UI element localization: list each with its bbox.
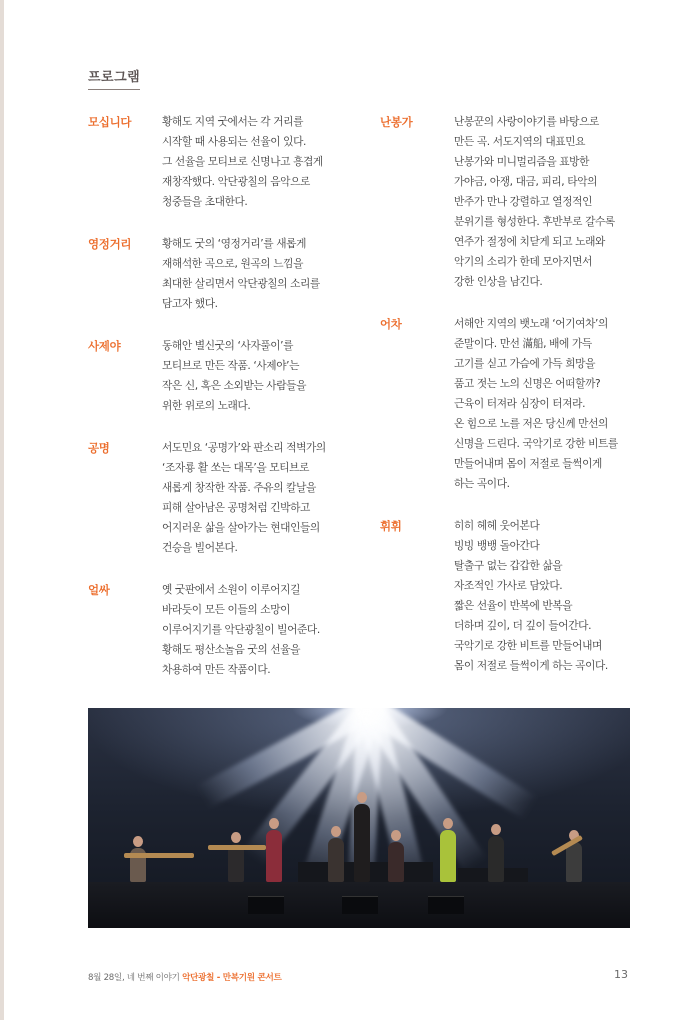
description-line: 자조적인 가사로 담았다.: [454, 579, 563, 592]
program-name: 영정거리: [88, 237, 132, 251]
description-line: 차용하여 만든 작품이다.: [162, 663, 271, 676]
description-line: 강한 인상을 남긴다.: [454, 275, 543, 288]
program-description: [454, 112, 650, 292]
program-item-eolssa: [88, 580, 358, 680]
singer-red: [266, 830, 282, 882]
description-line: 준말이다. 만선 滿船, 배에 가득: [454, 337, 592, 350]
program-description: [454, 516, 650, 676]
description-line: 작은 신, 혹은 소외받는 사람들을: [162, 379, 307, 392]
description-line: 분위기를 형성한다. 후반부로 갈수록: [454, 215, 615, 228]
description-line: 가야금, 아쟁, 대금, 피리, 타악의: [454, 175, 598, 188]
description-line: 새롭게 창작한 작품. 주유의 칼날을: [162, 481, 316, 494]
description-line: 황해도 지역 굿에서는 각 거리를: [162, 115, 304, 128]
program-description: [162, 234, 358, 314]
stage-monitor: [248, 896, 284, 914]
program-item-hwihwi: [380, 516, 650, 676]
program-column-right: [380, 112, 650, 676]
description-line: 건승을 빌어본다.: [162, 541, 238, 554]
description-line: 동해안 별신굿의 ‘사자풀이’를: [162, 339, 294, 352]
program-item-eocha: [380, 314, 650, 494]
program-column-left: [88, 112, 358, 680]
description-line: 국악기로 강한 비트를 만들어내며: [454, 639, 602, 652]
description-line: 온 힘으로 노를 저은 당신께 만선의: [454, 417, 608, 430]
description-line: 품고 젓는 노의 신명은 어떠할까?: [454, 377, 601, 390]
description-line: 탈출구 없는 갑갑한 삶을: [454, 559, 563, 572]
program-item-yeongjeonggeori: [88, 234, 358, 314]
description-line: 만들어내며 몸이 저절로 들썩이게: [454, 457, 602, 470]
description-line: 청중들을 초대한다.: [162, 195, 248, 208]
program-name: 공명: [88, 441, 110, 455]
description-line: 몸이 저절로 들썩이게 하는 곡이다.: [454, 659, 608, 672]
page-number: 13: [614, 968, 628, 981]
lead-singer: [354, 804, 370, 882]
performer: [566, 842, 582, 882]
program-description: [162, 438, 358, 558]
footer-concert-title: 악단광칠 - 만복기원 콘서트: [182, 973, 282, 983]
description-line: ‘조자룡 활 쏘는 대목’을 모티브로: [162, 461, 309, 474]
description-line: 하는 곡이다.: [454, 477, 510, 490]
description-line: 난봉꾼의 사랑이야기를 바탕으로: [454, 115, 599, 128]
description-line: 황해도 굿의 ‘영정거리’를 새롭게: [162, 237, 307, 250]
drummer: [328, 838, 344, 882]
description-line: 연주가 절정에 치닫게 되고 노래와: [454, 235, 605, 248]
program-description: [162, 336, 358, 416]
description-line: 신명을 드린다. 국악기로 강한 비트를: [454, 437, 618, 450]
page-edge: [0, 0, 4, 1020]
description-line: 악기의 소리가 한데 모아지면서: [454, 255, 593, 268]
description-line: 시작할 때 사용되는 선율이 있다.: [162, 135, 307, 148]
description-line: 서도민요 ‘공명가’와 판소리 적벽가의: [162, 441, 326, 454]
description-line: 재창작했다. 악단광칠의 음악으로: [162, 175, 310, 188]
program-item-nanbongga: [380, 112, 650, 292]
program-item-gongmyeong: [88, 438, 358, 558]
program-description: [162, 580, 358, 680]
gayageum-instrument: [124, 853, 194, 858]
program-item-sajeya: [88, 336, 358, 416]
concert-stage-photo: [88, 708, 630, 928]
description-line: 서해안 지역의 뱃노래 ‘어기여차’의: [454, 317, 608, 330]
description-line: 빙빙 뱅뱅 돌아간다: [454, 539, 540, 552]
description-line: 반주가 만나 강렬하고 열정적인: [454, 195, 593, 208]
description-line: 이루어지기를 악단광칠이 빌어준다.: [162, 623, 320, 636]
description-line: 모티브로 만든 작품. ‘사제야’는: [162, 359, 300, 372]
description-line: 옛 굿판에서 소원이 이루어지길: [162, 583, 301, 596]
description-line: 짧은 선율이 반복에 반복을: [454, 599, 573, 612]
performer: [488, 836, 504, 882]
program-item-mosimnida: [88, 112, 358, 212]
program-name: 사제야: [88, 339, 121, 353]
description-line: 난봉가와 미니멀리즘을 표방한: [454, 155, 590, 168]
description-line: 위한 위로의 노래다.: [162, 399, 251, 412]
page-footer: [88, 971, 281, 983]
program-name: 얼싸: [88, 583, 110, 597]
description-line: 어지러운 삶을 살아가는 현대인들의: [162, 521, 320, 534]
stage-monitor: [342, 896, 378, 914]
section-title: 프로그램: [88, 66, 140, 90]
ajaeng-instrument: [208, 845, 266, 850]
description-line: 담고자 했다.: [162, 297, 218, 310]
program-description: [454, 314, 650, 494]
description-line: 최대한 살리면서 악단광칠의 소리를: [162, 277, 320, 290]
description-line: 황해도 평산소놀음 굿의 선율을: [162, 643, 301, 656]
description-line: 재해석한 곡으로, 원곡의 느낌을: [162, 257, 304, 270]
program-name: 휘휘: [380, 519, 402, 533]
description-line: 피해 살아남은 공명처럼 긴박하고: [162, 501, 310, 514]
description-line: 히히 헤헤 웃어본다: [454, 519, 540, 532]
description-line: 바라듯이 모든 이들의 소망이: [162, 603, 291, 616]
program-name: 난봉가: [380, 115, 413, 129]
singer-green: [440, 830, 456, 882]
description-line: 더하며 깊이, 더 깊이 들어간다.: [454, 619, 592, 632]
footer-date-text: 8월 28일, 네 번째 이야기: [88, 973, 183, 983]
stage-monitor: [428, 896, 464, 914]
description-line: 그 선율을 모티브로 신명나고 흥겹게: [162, 155, 323, 168]
description-line: 근육이 터져라 심장이 터져라.: [454, 397, 586, 410]
program-name: 모십니다: [88, 115, 132, 129]
description-line: 고기를 싣고 가슴에 가득 희망을: [454, 357, 596, 370]
description-line: 만든 곡. 서도지역의 대표민요: [454, 135, 586, 148]
drummer: [388, 842, 404, 882]
program-description: [162, 112, 358, 212]
program-name: 어차: [380, 317, 402, 331]
